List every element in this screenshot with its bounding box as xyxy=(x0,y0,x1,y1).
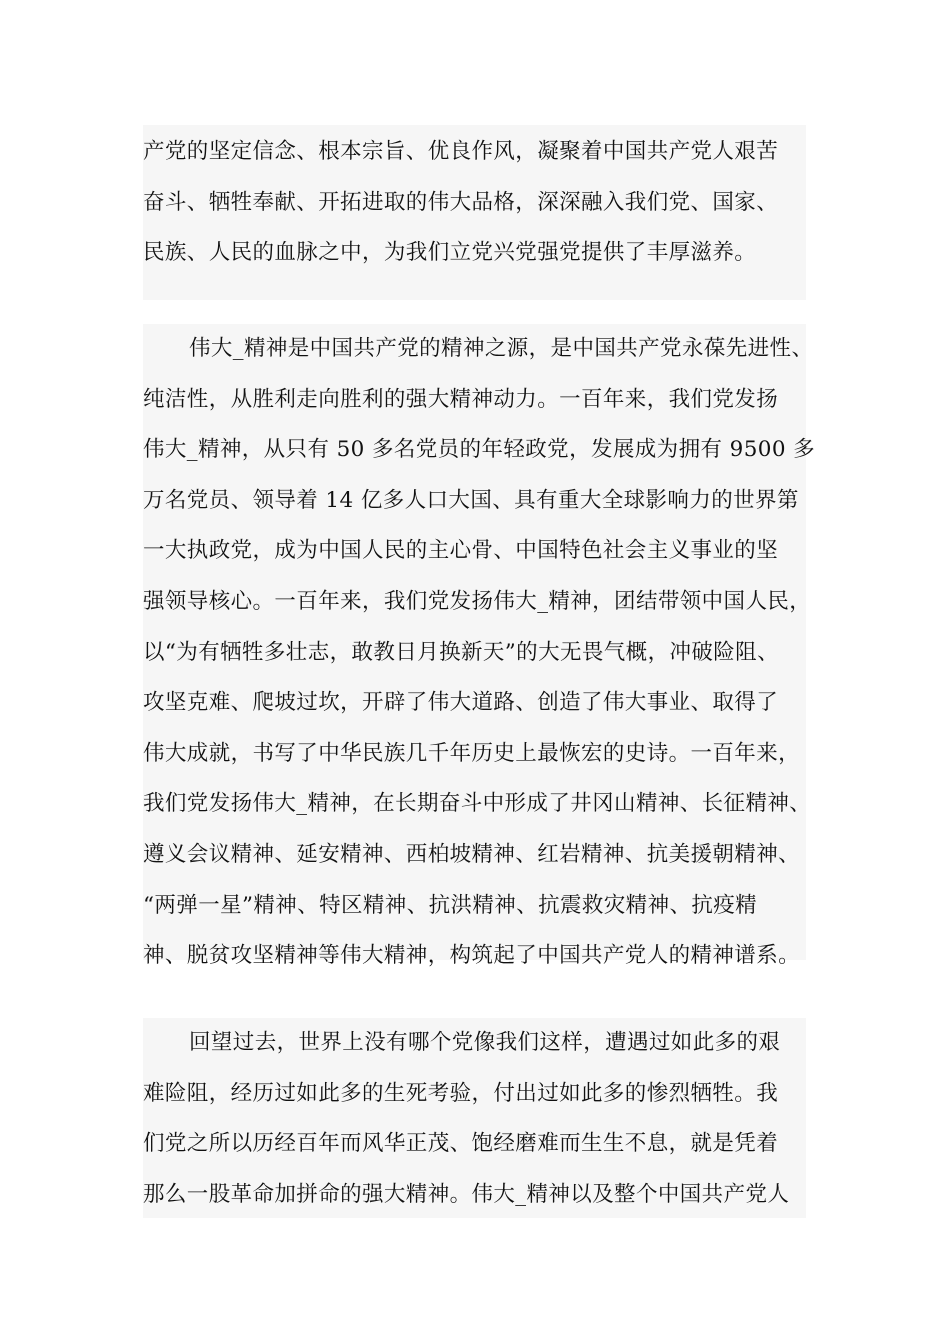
paragraph-line: 民族、人民的血脉之中，为我们立党兴党强党提供了丰厚滋养。 xyxy=(143,240,757,265)
paragraph-2 xyxy=(143,324,816,969)
paragraph-line: 伟大_精神是中国共产党的精神之源，是中国共产党永葆先进性、 xyxy=(189,336,814,361)
paragraph-line: 产党的坚定信念、根本宗旨、优良作风，凝聚着中国共产党人艰苦 xyxy=(143,139,779,164)
paragraph-line: 遵义会议精神、延安精神、西柏坡精神、红岩精神、抗美援朝精神、 xyxy=(143,841,801,867)
paragraph-line: 攻坚克难、爬坡过坎，开辟了伟大道路、创造了伟大事业、取得了 xyxy=(143,690,779,716)
paragraph-line: 难险阻，经历过如此多的生死考验，付出过如此多的惨烈牺牲。我 xyxy=(143,1080,779,1106)
paragraph-line: 神、脱贫攻坚精神等伟大精神，构筑起了中国共产党人的精神谱系。 xyxy=(143,943,801,969)
paragraph-line: 我们党发扬伟大_精神，在长期奋斗中形成了井冈山精神、长征精神、 xyxy=(143,791,812,817)
paragraph-line: 们党之所以历经百年而风华正茂、饱经磨难而生生不息，就是凭着 xyxy=(143,1131,779,1156)
paragraph-line: “两弹一星”精神、特区精神、抗洪精神、抗震救灾精神、抗疫精 xyxy=(143,892,758,918)
paragraph-line: 伟大_精神，从只有 50 多名党员的年轻政党，发展成为拥有 9500 多 xyxy=(143,437,816,463)
paragraph-line: 纯洁性，从胜利走向胜利的强大精神动力。一百年来，我们党发扬 xyxy=(143,386,779,412)
paragraph-line: 一大执政党，成为中国人民的主心骨、中国特色社会主义事业的坚 xyxy=(143,538,779,564)
paragraph-line: 伟大成就，书写了中华民族几千年历史上最恢宏的史诗。一百年来， xyxy=(143,740,801,766)
paragraph-3 xyxy=(143,1018,806,1218)
paragraph-line: 奋斗、牺牲奉献、开拓进取的伟大品格，深深融入我们党、国家、 xyxy=(143,189,779,215)
paragraph-1 xyxy=(143,125,806,300)
paragraph-line: 以“为有牺牲多壮志，敢教日月换新天”的大无畏气概，冲破险阻、 xyxy=(143,639,779,665)
paragraph-line: 万名党员、领导着 14 亿多人口大国、具有重大全球影响力的世界第 xyxy=(143,487,799,513)
paragraph-line: 强领导核心。一百年来，我们党发扬伟大_精神，团结带领中国人民， xyxy=(143,588,812,614)
paragraph-line: 那么一股革命加拼命的强大精神。伟大_精神以及整个中国共产党人 xyxy=(143,1181,790,1207)
paragraph-line: 回望过去，世界上没有哪个党像我们这样，遭遇过如此多的艰 xyxy=(189,1030,781,1055)
